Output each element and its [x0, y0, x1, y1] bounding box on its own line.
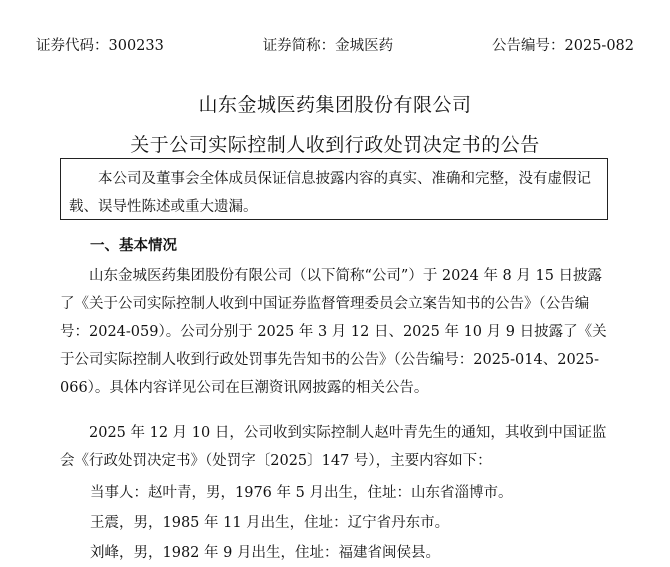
- paragraph-notification: 2025 年 12 月 10 日，公司收到实际控制人赵叶青先生的通知，其收到中国证监会《行政处罚决定书》（处罚字〔2025〕147 号），主要内容如下：: [60, 425, 607, 469]
- paragraph-background: 山东金城医药集团股份有限公司（以下简称“公司”）于 2024 年 8 月 15 日披露了《关于公司实际控制人收到中国证券监督管理委员会立案告知书的公告》（公告编号：2024-059）。公司分别于 2025 年 3 月 12 日、2025 年 10 月 9 日披露了《关于公司实际控制人收到行政处罚事先告知书的公告》（公告编号：2025-014、2025-066）。具体内容详见公司在巨潮资讯网披露的相关公告。: [60, 268, 607, 396]
- stock-code: 证券代码：300233: [36, 38, 164, 54]
- company-name-title: 山东金城医药集团股份有限公司: [198, 94, 472, 116]
- notice-number: 公告编号：2025-082: [492, 38, 634, 54]
- stock-abbreviation: 证券简称：金城医药: [262, 38, 394, 54]
- section-heading: 一、基本情况: [90, 238, 177, 254]
- party-line: 王震，男，1985 年 11 月出生，住址：辽宁省丹东市。: [90, 515, 450, 531]
- party-line: 刘峰，男，1982 年 9 月出生，住址：福建省闽侯县。: [90, 545, 440, 561]
- disclaimer-box: 本公司及董事会全体成员保证信息披露内容的真实、准确和完整，没有虚假记载、误导性陈述或重大遗漏。: [60, 158, 608, 220]
- notice-title: 关于公司实际控制人收到行政处罚决定书的公告: [130, 134, 540, 156]
- document-header: [36, 34, 634, 55]
- party-line: 当事人：赵叶青，男，1976 年 5 月出生，住址：山东省淄博市。: [90, 485, 513, 501]
